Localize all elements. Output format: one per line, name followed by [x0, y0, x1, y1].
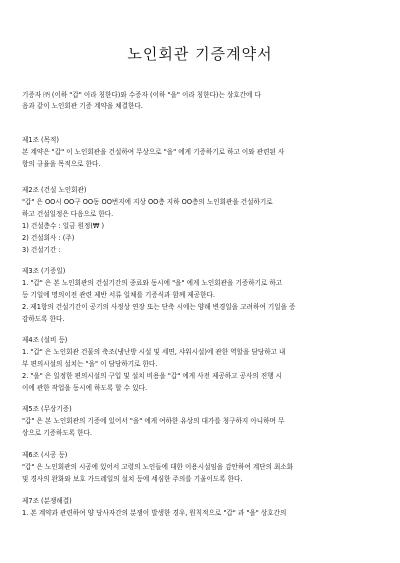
article-4-heading: 제4조 (설비 등): [22, 336, 68, 344]
article-4-line: 1. "갑" 은 노인회관 건물의 축조(냉난방 시설 및 세면, 샤워시설)에 관한 역할을 담당하고 내: [22, 348, 286, 356]
article-7-line: 1. 본 계약과 관련하여 양 당사자간의 분쟁이 발생한 경우, 원칙적으로 "갑" 과 "을" 상호간의: [22, 509, 287, 517]
article-5-line: "갑" 은 본 노인회관의 기증에 있어서 "을" 에게 여하한 유상의 대가를 청구하지 아니하며 무: [22, 417, 285, 425]
article-6-line: 및 경사의 완화와 보호 가드레일의 설치 등에 세심한 주의를 기울이도록 한다.: [22, 475, 243, 483]
article-2-heading: 제2조 (건설 노인회관): [22, 186, 87, 194]
intro-line: 음과 같이 노인회관 기증 계약을 체결한다.: [22, 102, 143, 110]
intro-line: 기증자 ㈜ (이하 "갑" 이라 칭한다)와 수증자 (이하 "을" 이라 칭한다)는 상호간에 다: [22, 91, 261, 99]
article-1-heading: 제1조 (목적): [22, 136, 59, 144]
article-1-line: 본 계약은 "갑" 이 노인회관을 건설하여 무상으로 "을" 에게 기증하기로 하고 이와 관련된 사: [22, 148, 285, 156]
article-7-heading: 제7조 (분쟁해결): [22, 497, 72, 505]
article-6-line: "갑" 은 노인회관의 시공에 있어서 고령의 노인들에 대한 이용시설임을 감안하여 계단의 최소화: [22, 463, 294, 471]
article-2-line: 2) 건설회사 : (주): [22, 234, 75, 242]
article-2-line: "갑" 은 OO시 OO구 OO동 OO번지에 지상 OO층 지하 OO층의 노인회관을 건설하기로: [22, 198, 273, 206]
article-6-heading: 제6조 (시공 등): [22, 451, 68, 459]
article-4-line: 이에 관한 작업을 동시에 하도록 할 수 있다.: [22, 384, 148, 392]
article-3-line: 2. 제1항의 건설기간이 공기의 사정상 연장 또는 단축 시에는 양해 변경일을 고려하여 기일을 증: [22, 303, 296, 311]
article-4-line: 부 편의시설의 설치는 "을" 이 담당하기로 한다.: [22, 360, 158, 368]
document-title: 노인회관 기증계약서: [127, 45, 273, 63]
article-1-line: 항의 규율을 목적으로 한다.: [22, 160, 101, 168]
article-5-line: 상으로 기증하도록 한다.: [22, 429, 92, 437]
article-3-line: 등 기일에 명의이전 관련 제반 서류 일체를 기증식과 함께 제공한다.: [22, 291, 215, 299]
article-3-heading: 제3조 (기증일): [22, 267, 66, 275]
article-3-line: 감하도록 한다.: [22, 315, 65, 323]
article-2-line: 3) 건설기간 :: [22, 246, 61, 254]
article-3-line: 1. "갑" 은 본 노인회관의 건설기간의 종료와 동시에 "을" 에게 노인회관을 기증하기로 하고: [22, 279, 283, 287]
article-4-line: 2. "을" 은 일정한 편의시설의 구입 및 설치 비용을 "갑" 에게 사전 제공하고 공사의 진행 시: [22, 372, 283, 380]
article-5-heading: 제5조 (무상기증): [22, 405, 72, 413]
article-2-line: 1) 건설층수 : 일금 원정(₩ ): [22, 222, 105, 230]
article-2-line: 하고 건설일정은 다음으로 한다.: [22, 210, 114, 218]
